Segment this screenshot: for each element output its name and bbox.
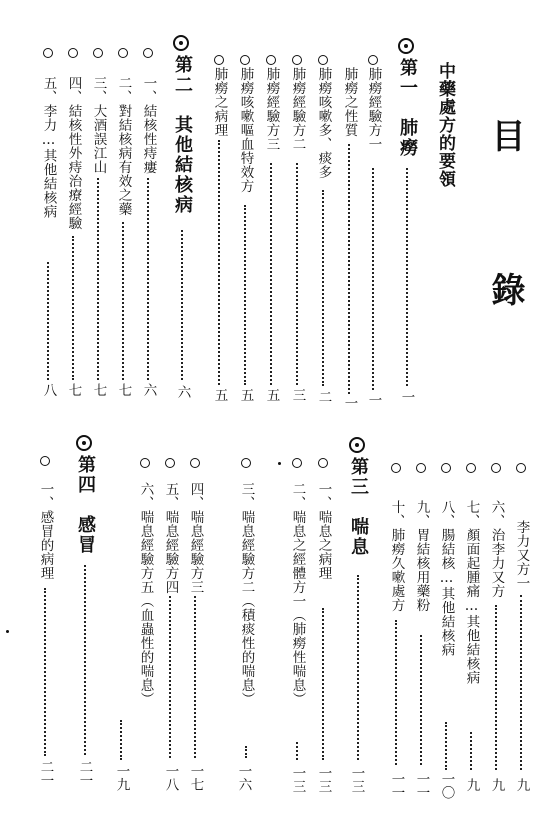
entry-bullet-icon	[318, 458, 328, 468]
toc-page-number: 一三	[315, 766, 332, 793]
entry-bullet-icon	[318, 55, 328, 65]
entry-bullet-icon	[241, 458, 251, 468]
toc-entry: 李力又方一	[513, 520, 530, 590]
chapter-4-page: 二一	[76, 760, 93, 787]
toc-entry: 二、對結核病有效之藥	[115, 76, 132, 216]
toc-entry: 肺癆咳嗽嘔血特效方	[237, 67, 254, 193]
leader-dots	[296, 742, 298, 760]
leader-dots	[420, 635, 422, 765]
leader-dots	[97, 178, 99, 380]
toc-entry: 五、喘息經驗方四	[162, 482, 179, 594]
entry-bullet-icon	[214, 55, 224, 65]
toc-entry: 一、喘息之病理	[315, 482, 332, 580]
leader-dots	[395, 620, 397, 765]
margin-dot	[6, 630, 9, 633]
toc-page-number: 一九	[113, 764, 130, 791]
leader-dots	[84, 565, 86, 755]
entry-bullet-icon	[516, 463, 526, 473]
toc-entry: 一、結核性痔瘻	[140, 76, 157, 174]
toc-entry: 四、結核性外痔治療經驗	[65, 76, 82, 230]
toc-entry: 五、李力…其他結核病	[40, 76, 57, 219]
toc-entry: 七、顏面起腫痛…其他結核病	[463, 500, 480, 685]
toc-entry: 三、喘息經驗方二（積痰性的喘息）	[238, 482, 255, 706]
toc-page-number: 九	[513, 778, 530, 792]
toc-entry: 九、胃結核用藥粉	[413, 500, 430, 612]
leader-dots	[245, 746, 247, 758]
chapter-4-heading: 第四 感冒	[75, 455, 96, 555]
entry-bullet-icon	[140, 458, 150, 468]
toc-page-number: 一一	[413, 772, 430, 799]
toc-entry: 二、喘息之經體方一（肺癆性喘息）	[289, 482, 306, 706]
toc-entry: 六、喘息經驗方五（血蟲性的喘息）	[137, 482, 154, 706]
chapter-1-heading: 第一 肺癆	[397, 58, 418, 158]
leader-dots	[218, 140, 220, 385]
toc-page-number: 五	[263, 388, 280, 402]
toc-page-number: 三	[289, 388, 306, 402]
entry-bullet-icon	[266, 55, 276, 65]
entry-bullet-icon	[491, 463, 501, 473]
toc-entry: 肺癆咳嗽多、痰多	[315, 67, 332, 179]
leader-dots	[322, 190, 324, 386]
toc-page-number: 九	[488, 778, 505, 792]
entry-bullet-icon	[165, 458, 175, 468]
toc-entry: 肺癆經驗方一	[365, 67, 382, 151]
chapter-1-page: 一	[398, 390, 415, 404]
toc-entry: 十、肺癆久嗽處方	[388, 500, 405, 612]
entry-bullet-icon	[368, 55, 378, 65]
margin-dot	[278, 462, 281, 465]
leader-dots	[194, 596, 196, 758]
chapter-marker-icon	[349, 437, 365, 453]
chapter-3-page: 一三	[348, 766, 365, 793]
page-title: 目 錄	[485, 118, 525, 346]
toc-entry: 肺癆經驗方二	[289, 67, 306, 151]
entry-bullet-icon	[43, 48, 53, 58]
entry-bullet-icon	[466, 463, 476, 473]
toc-page-number: 五	[211, 388, 228, 402]
toc-entry: 一、感冒的病理	[37, 482, 54, 580]
toc-page-number: 七	[90, 383, 107, 397]
toc-page-number: 一	[365, 393, 382, 407]
leader-dots	[520, 595, 522, 770]
toc-entry: 三、大酒誤江山	[90, 76, 107, 174]
chapter-marker-icon	[173, 35, 189, 51]
book-title: 中藥處方的要領	[435, 62, 455, 188]
leader-dots	[348, 144, 350, 394]
toc-page-number: 二一	[37, 760, 54, 787]
toc-entry: 四、喘息經驗方三	[187, 482, 204, 594]
chapter-3-heading: 第三 喘息	[348, 457, 369, 557]
toc-entry: 肺癆經驗方三	[263, 67, 280, 151]
leader-dots	[44, 588, 46, 756]
entry-bullet-icon	[441, 463, 451, 473]
leader-dots	[322, 608, 324, 760]
toc-page-number: 一八	[162, 764, 179, 791]
chapter-marker-icon	[398, 38, 414, 54]
toc-entry: 八、腸結核…其他結核病	[438, 500, 455, 657]
toc-page-number: 九	[463, 778, 480, 792]
leader-dots	[445, 722, 447, 770]
leader-dots	[181, 230, 183, 380]
toc-page-number: 一三	[289, 766, 306, 793]
entry-bullet-icon	[292, 55, 302, 65]
entry-bullet-icon	[40, 456, 50, 466]
leader-dots	[122, 222, 124, 380]
entry-bullet-icon	[391, 463, 401, 473]
leader-dots	[147, 178, 149, 380]
toc-entry: 肺癆之病理	[211, 67, 228, 137]
toc-page-number: 一六	[235, 764, 252, 791]
toc-page-number: 一	[341, 396, 358, 410]
chapter-marker-icon	[76, 435, 92, 451]
entry-bullet-icon	[416, 463, 426, 473]
entry-bullet-icon	[143, 48, 153, 58]
entry-bullet-icon	[68, 48, 78, 58]
entry-bullet-icon	[118, 48, 128, 58]
entry-bullet-icon	[190, 458, 200, 468]
entry-bullet-icon	[93, 48, 103, 58]
leader-dots	[357, 575, 359, 760]
leader-dots	[244, 205, 246, 385]
toc-page-number: 五	[237, 388, 254, 402]
toc-page-number: 八	[40, 383, 57, 397]
leader-dots	[120, 720, 122, 760]
toc-page-number: 七	[65, 383, 82, 397]
leader-dots	[169, 596, 171, 758]
chapter-2-heading: 第二 其他結核病	[172, 55, 193, 215]
toc-page-number: 一〇	[438, 772, 455, 799]
entry-bullet-icon	[240, 55, 250, 65]
toc-entry: 六、治李力又方	[488, 500, 505, 598]
toc-entry: 肺癆之性質	[341, 67, 358, 137]
leader-dots	[72, 236, 74, 380]
leader-dots	[270, 163, 272, 385]
toc-page-number: 六	[140, 383, 157, 397]
leader-dots	[47, 262, 49, 380]
leader-dots	[470, 732, 472, 770]
toc-page-number: 一一	[388, 772, 405, 799]
toc-page-number: 一七	[187, 764, 204, 791]
toc-page-number: 二	[315, 390, 332, 404]
leader-dots	[372, 168, 374, 390]
leader-dots	[495, 605, 497, 770]
chapter-2-page: 六	[174, 385, 191, 399]
entry-bullet-icon	[292, 458, 302, 468]
leader-dots	[406, 168, 408, 386]
leader-dots	[296, 163, 298, 385]
toc-page-number: 七	[115, 383, 132, 397]
